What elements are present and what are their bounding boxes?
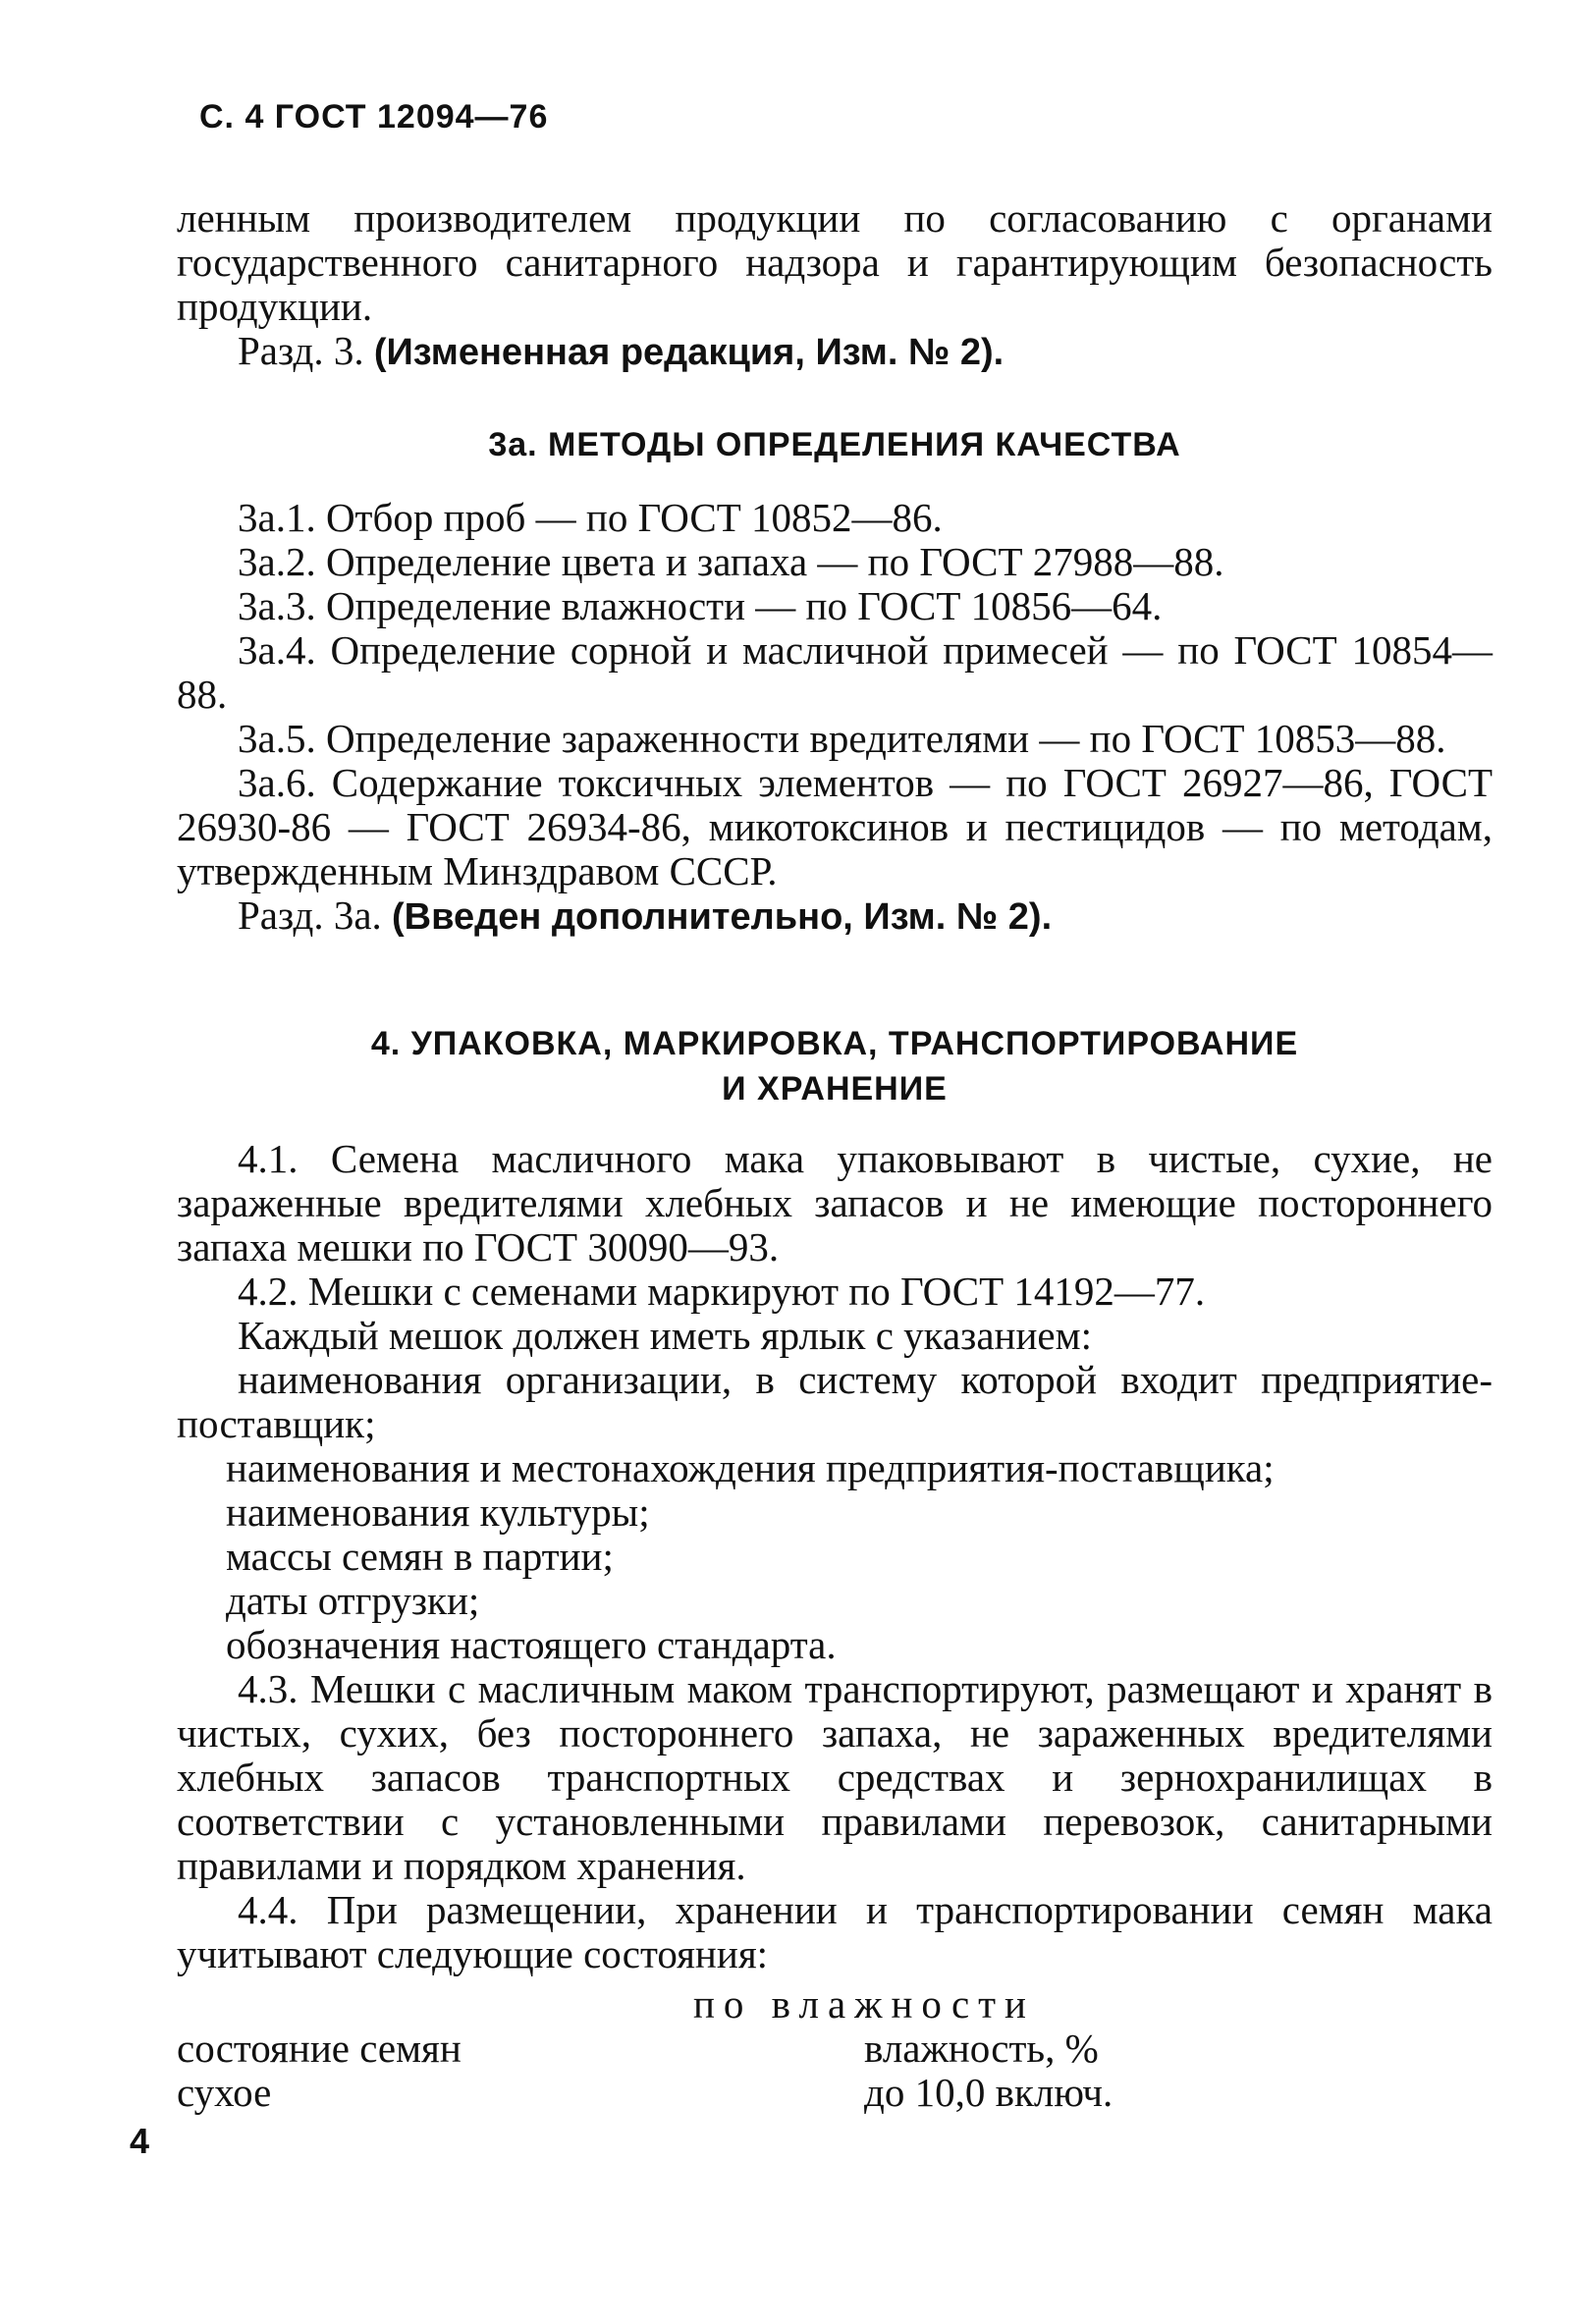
paragraph-4-3: 4.3. Мешки с масличным маком транспортируют, размещают и хранят в чистых, сухих, без постороннего запаха, не зараженных вредителями хлебных запасов транспортных средствах и зернохранилищах в соответствии с установленными правилами перевозок, санитарными правилами и порядком хранения.	[177, 1666, 1493, 1888]
label-item: наименования и местонахождения предприятия-поставщика;	[226, 1445, 1275, 1490]
running-head: С. 4 ГОСТ 12094—76	[199, 98, 549, 135]
cell-state: сухое	[177, 2070, 272, 2115]
table-row	[177, 2071, 1493, 2115]
paragraph-4-2: 4.2. Мешки с семенами маркируют по ГОСТ 14192—77.	[238, 1269, 1206, 1314]
label-item: обозначения настоящего стандарта.	[226, 1622, 837, 1667]
column-header-moisture: влажность, %	[864, 2026, 1099, 2071]
section-4-title: 4. УПАКОВКА, МАРКИРОВКА, ТРАНСПОРТИРОВАНИЕ И ХРАНЕНИЕ	[370, 1025, 1299, 1108]
paragraph-4-4: 4.4. При размещении, хранении и транспортировании семян мака учитывают следующие состояния:	[177, 1887, 1493, 1976]
section-3a-items	[177, 496, 1493, 940]
paragraph-4-1: 4.1. Семена масличного мака упаковывают в чистые, сухие, не зараженные вредителями хлебных запасов и не имеющие постороннего запаха мешки по ГОСТ 30090—93.	[177, 1136, 1493, 1270]
section-4-body	[177, 1137, 1493, 2115]
label-item: наименования культуры;	[226, 1489, 650, 1535]
label-item: наименования организации, в систему которой входит предприятие-поставщик;	[177, 1357, 1493, 1446]
table-header-row	[177, 2027, 1493, 2071]
section-3-continuation	[177, 196, 1493, 375]
item-3a-4: 3а.4. Определение сорной и масличной примесей — по ГОСТ 10854—88.	[177, 627, 1493, 717]
paragraph: ленным производителем продукции по согласованию с органами государственного санитарного надзора и гарантирующим безопасность продукции.	[177, 195, 1493, 329]
amendment-note: Разд. 3а. (Введен дополнительно, Изм. № 2).	[238, 892, 1053, 938]
item-3a-5: 3а.5. Определение зараженности вредителями — по ГОСТ 10853—88.	[238, 716, 1446, 761]
page-number: 4	[130, 2121, 150, 2161]
cell-moisture: до 10,0 включ.	[864, 2070, 1113, 2115]
item-3a-2: 3а.2. Определение цвета и запаха — по ГОСТ 27988—88.	[238, 539, 1224, 584]
amendment-note: Разд. 3. (Измененная редакция, Изм. № 2).	[238, 328, 1005, 373]
section-3a-title: 3а. МЕТОДЫ ОПРЕДЕЛЕНИЯ КАЧЕСТВА	[488, 426, 1181, 463]
item-3a-6: 3а.6. Содержание токсичных элементов — по ГОСТ 26927—86, ГОСТ 26930-86 — ГОСТ 26934-86, микотоксинов и пестицидов — по методам, утвержденным Минздравом СССР.	[177, 760, 1493, 893]
item-3a-1: 3а.1. Отбор проб — по ГОСТ 10852—86.	[238, 495, 943, 540]
label-item: массы семян в партии;	[226, 1534, 614, 1579]
table-caption: по влажности	[692, 1981, 1035, 2027]
label-item: даты отгрузки;	[226, 1578, 480, 1623]
label-intro: Каждый мешок должен иметь ярлык с указанием:	[238, 1313, 1092, 1358]
column-header-state: состояние семян	[177, 2026, 462, 2071]
item-3a-3: 3а.3. Определение влажности — по ГОСТ 10856—64.	[238, 583, 1163, 628]
moisture-table	[177, 1982, 1493, 2115]
